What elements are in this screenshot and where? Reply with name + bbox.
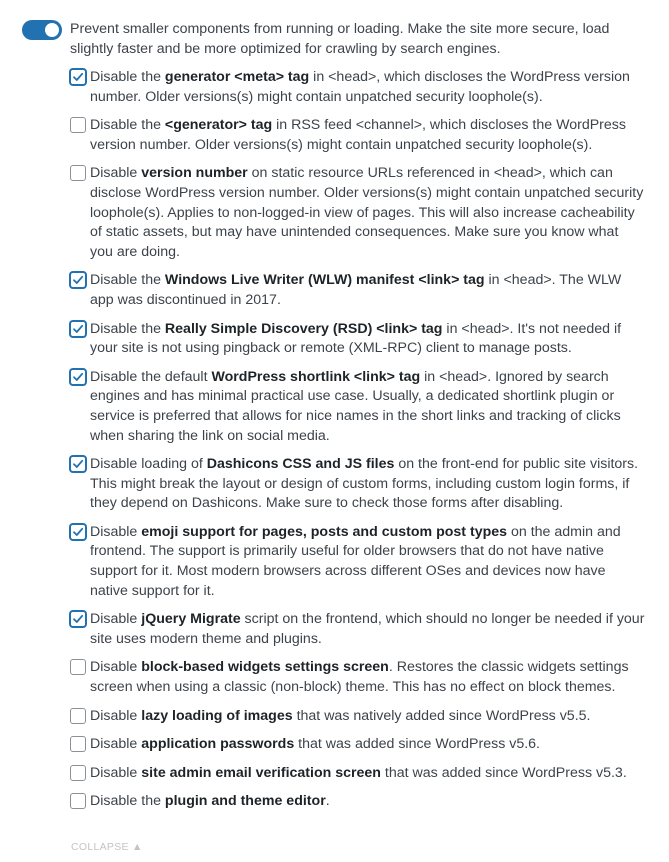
option-row-9 bbox=[70, 610, 645, 649]
option-label-suffix: that was added since WordPress v5.6. bbox=[294, 736, 540, 753]
option-label-prefix: Disable bbox=[90, 611, 142, 628]
option-label-prefix: Disable the bbox=[90, 69, 165, 85]
option-row-13 bbox=[70, 764, 645, 784]
option-row-14 bbox=[70, 792, 645, 812]
option-label-bold: plugin and theme editor bbox=[164, 793, 326, 810]
option-checkbox[interactable] bbox=[70, 524, 86, 540]
option-row-11 bbox=[70, 707, 645, 727]
option-label bbox=[90, 321, 621, 357]
option-label-bold: jQuery Migrate bbox=[141, 611, 241, 628]
option-label-suffix: that was natively added since WordPress v5.5. bbox=[292, 707, 591, 724]
option-checkbox[interactable] bbox=[70, 736, 86, 752]
option-row-3 bbox=[70, 164, 645, 262]
option-label-bold: WordPress shortlink <link> tag bbox=[211, 368, 421, 385]
option-label-bold: Really Simple Discovery (RSD) <link> tag bbox=[164, 320, 443, 337]
option-row-8 bbox=[70, 523, 645, 601]
option-label bbox=[90, 611, 644, 647]
option-label-bold: lazy loading of images bbox=[141, 707, 293, 724]
option-label bbox=[90, 708, 590, 724]
option-checkbox[interactable] bbox=[70, 456, 86, 472]
option-label-suffix: on the front-end for public site visitors. This might break the layout or design of custom forms, including custom login forms, if they depend on Dashicons. Make sure to check those forms after disabling. bbox=[90, 456, 639, 512]
option-label bbox=[90, 793, 330, 809]
option-label-bold: <generator> tag bbox=[164, 117, 273, 134]
option-checkbox[interactable] bbox=[70, 611, 86, 627]
toggle-knob bbox=[45, 23, 59, 37]
option-row-6 bbox=[70, 368, 645, 446]
option-label-suffix: on static resource URLs referenced in <head>, which can disclose WordPress version number. Older versions(s) might contain unpatched security loophole(s). Applies to non-logged-in view of pages. This will also increase cacheability of static assets, but may have unintended consequences. Make sure you know what you are doing. bbox=[90, 165, 644, 260]
option-label bbox=[90, 165, 643, 259]
option-checkbox[interactable] bbox=[70, 69, 86, 85]
option-label-prefix: Disable bbox=[90, 659, 142, 676]
option-checkbox[interactable] bbox=[70, 793, 86, 809]
option-label-suffix: in RSS feed <channel>, which discloses the WordPress version number. Older versions(s) might contain unpatched security loophole(s). bbox=[90, 117, 626, 153]
option-label bbox=[90, 524, 621, 599]
option-label-prefix: Disable the default bbox=[90, 368, 212, 385]
option-label-suffix: in <head>. It's not needed if your site is not using pingback or remote (XML-RPC) client to manage posts. bbox=[90, 320, 622, 357]
option-label-suffix: in <head>. Ignored by search engines and has minimal practical use case. Usually, a dedicated shortlink plugin or service is preferred that allows for nice names in the short links and tracking of clicks when sharing the link on social media. bbox=[90, 368, 621, 444]
checkmark-icon bbox=[71, 525, 85, 539]
option-row-12 bbox=[70, 735, 645, 755]
option-label bbox=[90, 369, 621, 444]
option-label-prefix: Disable bbox=[90, 764, 142, 781]
option-row-2 bbox=[70, 116, 645, 155]
option-checkbox[interactable] bbox=[70, 321, 86, 337]
option-row-7 bbox=[70, 455, 645, 514]
option-label-prefix: Disable loading of bbox=[90, 456, 207, 473]
checkmark-icon bbox=[71, 370, 85, 384]
option-label bbox=[90, 117, 626, 153]
option-checkbox[interactable] bbox=[70, 765, 86, 781]
option-label-suffix: that was added since WordPress v5.3. bbox=[380, 764, 627, 781]
option-label-bold: site admin email verification screen bbox=[141, 764, 381, 781]
option-label-prefix: Disable the bbox=[90, 272, 165, 289]
option-label-bold: emoji support for pages, posts and custom post types bbox=[141, 523, 508, 540]
option-checkbox[interactable] bbox=[70, 272, 86, 288]
option-label bbox=[90, 765, 627, 781]
main-toggle-switch[interactable] bbox=[22, 20, 62, 40]
option-checkbox[interactable] bbox=[70, 708, 86, 724]
option-label-suffix: in <head>, which discloses the WordPress version number. Older versions(s) might contain unpatched security loophole(s). bbox=[90, 69, 630, 105]
option-label-prefix: Disable the bbox=[90, 320, 165, 337]
option-label-suffix: script on the frontend, which should no longer be needed if your site uses modern theme and plugins. bbox=[90, 611, 645, 647]
option-label-suffix: in <head>. The WLW app was discontinued in 2017. bbox=[90, 272, 622, 308]
checkmark-icon bbox=[71, 612, 85, 626]
option-checkbox[interactable] bbox=[70, 165, 86, 181]
option-label-bold: application passwords bbox=[141, 736, 295, 753]
checkmark-icon bbox=[71, 273, 85, 287]
checkmark-icon bbox=[71, 322, 85, 336]
option-row-10 bbox=[70, 658, 645, 697]
option-label-suffix: . Restores the classic widgets settings screen when using a classic (non-block) theme. This has no effect on block themes. bbox=[90, 659, 629, 696]
option-label-suffix: on the admin and frontend. The support is primarily useful for older browsers that do not have native support for it. Most modern browsers across different OSes and devices now have native support for it. bbox=[90, 523, 621, 599]
option-checkbox[interactable] bbox=[70, 369, 86, 385]
option-label-prefix: Disable the bbox=[90, 793, 165, 810]
option-checkbox[interactable] bbox=[70, 117, 86, 133]
option-label bbox=[90, 69, 630, 105]
option-label bbox=[90, 272, 621, 308]
option-checkbox[interactable] bbox=[70, 659, 86, 675]
option-row-1 bbox=[70, 68, 645, 107]
option-label-suffix: . bbox=[325, 793, 330, 810]
option-label bbox=[90, 736, 540, 752]
option-label-prefix: Disable bbox=[90, 736, 142, 753]
option-label-bold: generator <meta> tag bbox=[164, 69, 310, 85]
option-label-bold: Dashicons CSS and JS files bbox=[206, 456, 395, 473]
option-label-prefix: Disable bbox=[90, 165, 142, 182]
option-row-4 bbox=[70, 271, 645, 310]
checkmark-icon bbox=[71, 70, 85, 84]
option-label bbox=[90, 456, 638, 511]
collapse-link[interactable]: COLLAPSE ▲ bbox=[71, 841, 143, 853]
option-row-5 bbox=[70, 320, 645, 359]
main-toggle-label: Prevent smaller components from running or loading. Make the site more secure, load slightly faster and be more optimized for crawling by search engines. bbox=[70, 21, 610, 57]
option-label bbox=[90, 659, 629, 695]
option-label-bold: block-based widgets settings screen bbox=[141, 659, 389, 676]
options-list bbox=[70, 68, 645, 821]
option-label-prefix: Disable bbox=[90, 707, 142, 724]
option-label-bold: version number bbox=[141, 165, 248, 182]
option-label-prefix: Disable bbox=[90, 523, 142, 540]
checkmark-icon bbox=[71, 457, 85, 471]
option-label-bold: Windows Live Writer (WLW) manifest <link> tag bbox=[164, 272, 485, 289]
option-label-prefix: Disable the bbox=[90, 117, 165, 134]
